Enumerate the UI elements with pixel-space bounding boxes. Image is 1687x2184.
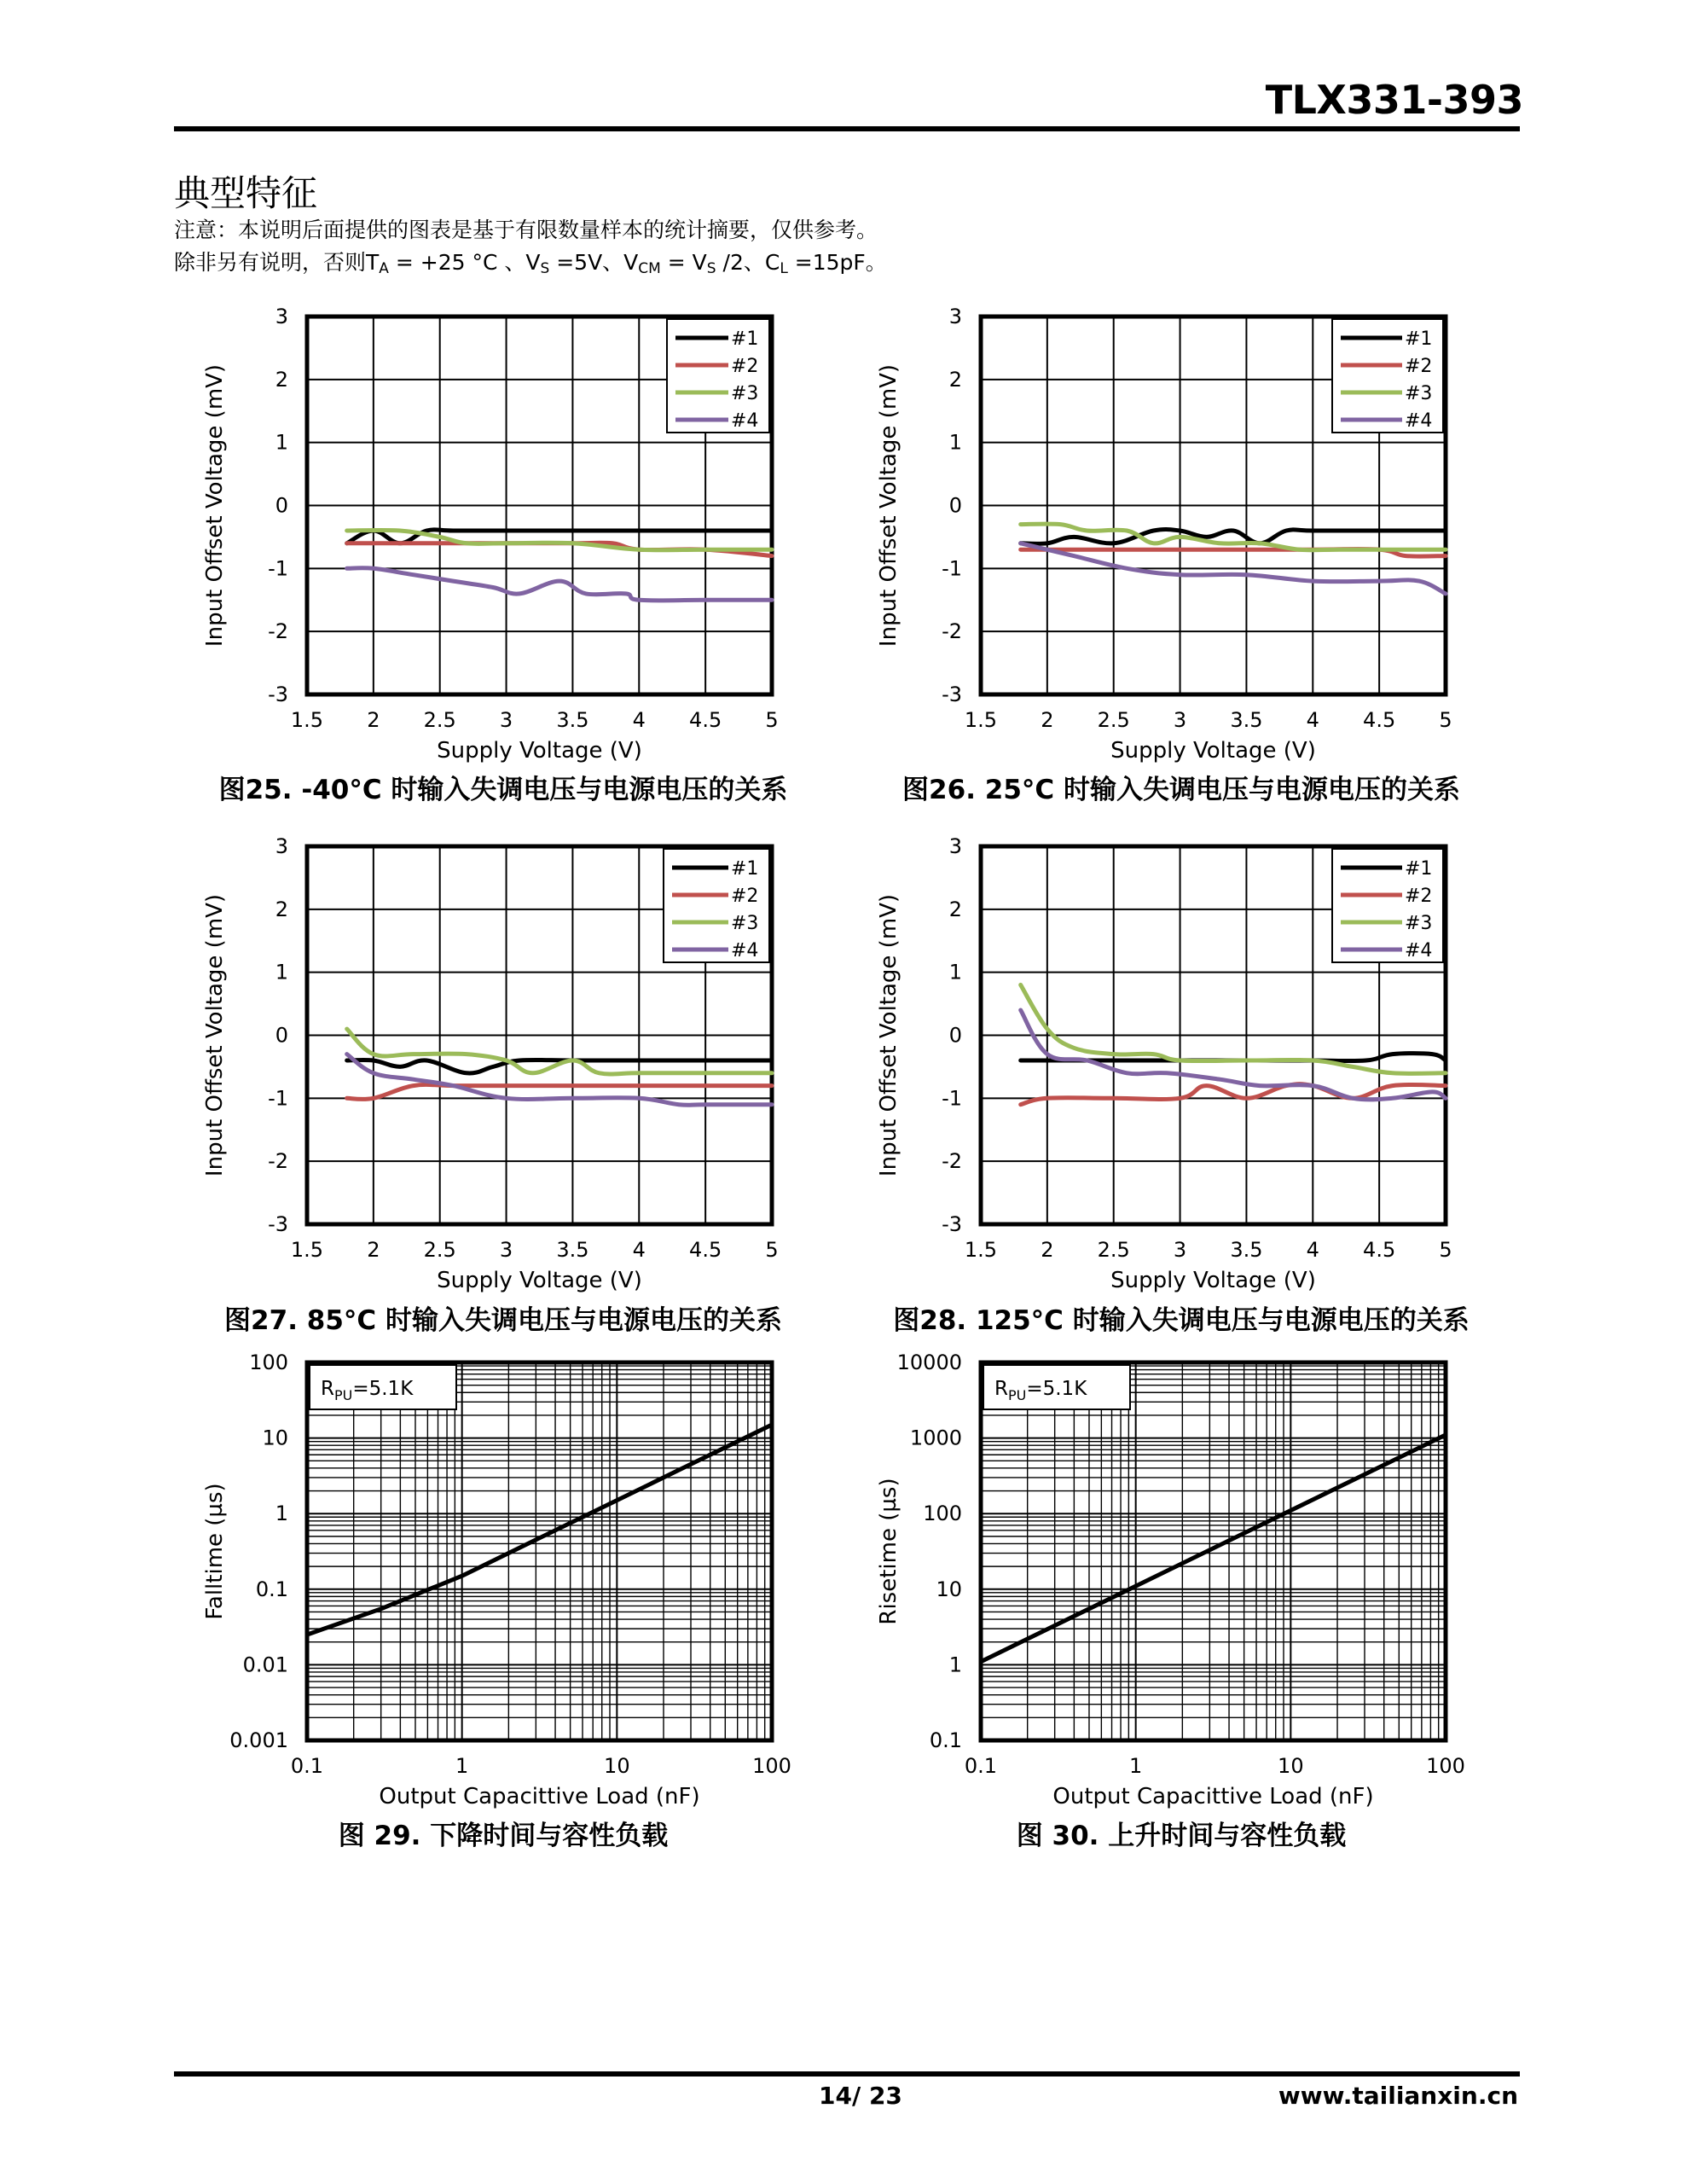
x-tick-label: 0.1: [964, 1754, 998, 1778]
x-tick-label: 5: [765, 1238, 779, 1262]
legend-label-1: #1: [731, 328, 759, 350]
x-tick-label: 2: [367, 708, 380, 732]
x-tick-label: 3: [1173, 708, 1187, 732]
x-tick-label: 4: [1306, 1238, 1319, 1262]
y-tick-label: 0.1: [255, 1577, 288, 1601]
x-tick-label: 4: [632, 708, 646, 732]
note2-vs-sub: S: [540, 260, 550, 277]
legend-label-3: #3: [1405, 913, 1433, 934]
y-tick-label: -2: [268, 619, 288, 644]
caption-fig29: 图 29. 下降时间与容性负载: [338, 1821, 669, 1851]
x-axis-label: Supply Voltage (V): [437, 738, 642, 764]
legend-label-2: #2: [1405, 356, 1433, 377]
y-tick-label: -1: [268, 556, 288, 581]
x-tick-label: 0.1: [290, 1754, 324, 1778]
x-tick-label: 3: [499, 708, 513, 732]
x-tick-label: 1: [455, 1754, 469, 1778]
x-tick-label: 1.5: [290, 708, 324, 732]
note2-vs2-sub: S: [706, 260, 716, 277]
legend-label-1: #1: [1405, 858, 1433, 880]
chart-vos-minus40c: [188, 299, 789, 771]
annotation: [310, 1365, 456, 1409]
y-tick-label: 1000: [909, 1426, 962, 1450]
y-tick-label: 3: [948, 305, 962, 328]
y-tick-label: 10: [936, 1577, 962, 1601]
caption-fig25: 图25. -40°C 时输入失调电压与电源电压的关系: [218, 775, 788, 805]
plot-frame: [307, 1362, 772, 1740]
x-axis-label: Output Capacittive Load (nF): [1052, 1784, 1374, 1809]
header-rule: [174, 126, 1520, 131]
note2-vs-rest: =5V、V: [549, 250, 639, 275]
x-tick-label: 4.5: [689, 1238, 722, 1262]
y-tick-label: 10: [262, 1426, 288, 1450]
footer-rule: [174, 2071, 1520, 2077]
annotation-text: $R_{PU}=5.1K$: [994, 1378, 1087, 1403]
y-tick-label: -1: [942, 1086, 962, 1111]
y-tick-label: 2: [948, 367, 962, 392]
legend-label-3: #3: [1405, 383, 1433, 404]
x-axis-label: Supply Voltage (V): [1110, 738, 1316, 764]
x-tick-label: 10: [1278, 1754, 1304, 1778]
chart-falltime: [188, 1345, 789, 1817]
legend-label-4: #4: [1405, 410, 1433, 432]
y-tick-label: 100: [923, 1502, 962, 1526]
y-tick-label: 1: [948, 430, 962, 455]
x-tick-label: 4.5: [1363, 1238, 1396, 1262]
y-tick-label: 3: [275, 834, 288, 858]
x-tick-label: 4.5: [689, 708, 722, 732]
legend-label-4: #4: [731, 410, 759, 432]
y-tick-label: 10000: [896, 1350, 962, 1374]
y-tick-label: 3: [948, 834, 962, 858]
note2-vs2-rest: /2、C: [716, 250, 780, 275]
x-tick-label: 3: [1173, 1238, 1187, 1262]
section-title: 典型特征: [174, 172, 318, 214]
note2-vcm-sub: CM: [638, 260, 661, 277]
chart-svg: [861, 299, 1463, 771]
series-line-2: [1021, 1084, 1446, 1105]
y-axis-label: Input Offset Voltage (mV): [202, 363, 228, 648]
y-axis-label: Input Offset Voltage (mV): [876, 893, 901, 1177]
note2-ta-sub: A: [379, 260, 389, 277]
y-tick-label: -3: [942, 1212, 962, 1236]
caption-fig27: 图27. 85°C 时输入失调电压与电源电压的关系: [224, 1305, 782, 1336]
legend: [1332, 849, 1443, 962]
grid: [981, 1362, 1446, 1740]
x-tick-label: 1.5: [964, 708, 998, 732]
x-tick-label: 2: [367, 1238, 380, 1262]
legend-label-1: #1: [1405, 328, 1433, 350]
y-tick-label: 2: [948, 897, 962, 921]
note2-cl-sub: L: [780, 260, 788, 277]
x-tick-label: 5: [765, 708, 779, 732]
y-tick-label: 1: [275, 430, 288, 455]
chart-svg: [861, 829, 1463, 1301]
y-axis-label: Input Offset Voltage (mV): [202, 893, 228, 1177]
y-tick-label: -3: [942, 682, 962, 706]
y-axis-label: Risetime (µs): [876, 1478, 901, 1625]
y-tick-label: 0.01: [242, 1653, 288, 1677]
chart-svg: [188, 1345, 789, 1817]
chart-vos-25c: [861, 299, 1463, 771]
y-tick-label: -3: [268, 1212, 288, 1236]
y-tick-label: 1: [948, 960, 962, 985]
x-tick-label: 1.5: [290, 1238, 324, 1262]
x-tick-label: 2.5: [1097, 708, 1130, 732]
footer-website: www.tailianxin.cn: [1278, 2082, 1518, 2110]
legend-label-2: #2: [731, 356, 759, 377]
note-line-2: [174, 246, 887, 277]
y-tick-label: 1: [275, 1502, 288, 1526]
y-tick-label: 0: [948, 1023, 962, 1048]
annotation: [983, 1365, 1130, 1409]
y-tick-label: 0.1: [929, 1728, 962, 1752]
y-tick-label: -2: [942, 619, 962, 644]
legend-label-2: #2: [1405, 886, 1433, 907]
legend-label-2: #2: [731, 886, 759, 907]
x-axis-label: Supply Voltage (V): [1110, 1268, 1316, 1293]
x-tick-label: 1: [1129, 1754, 1143, 1778]
x-tick-label: 3.5: [1230, 708, 1263, 732]
legend-label-3: #3: [731, 383, 759, 404]
x-tick-label: 3.5: [556, 1238, 589, 1262]
y-tick-label: 3: [275, 305, 288, 328]
legend-label-4: #4: [1405, 940, 1433, 961]
x-tick-label: 3.5: [556, 708, 589, 732]
note2-ta-rest: = +25 °C 、V: [388, 250, 541, 275]
legend-label-3: #3: [731, 913, 759, 934]
grid: [307, 1362, 772, 1740]
chart-risetime: [861, 1345, 1463, 1817]
series-line-1: [981, 1435, 1446, 1662]
plot-frame: [981, 1362, 1446, 1740]
y-tick-label: 0: [275, 1023, 288, 1048]
x-tick-label: 2.5: [423, 1238, 456, 1262]
x-tick-label: 100: [752, 1754, 791, 1778]
y-tick-label: 0.001: [229, 1728, 288, 1752]
legend: [664, 849, 769, 962]
note2-cl-rest: =15pF。: [787, 250, 887, 275]
legend-label-4: #4: [731, 940, 759, 961]
x-tick-label: 3.5: [1230, 1238, 1263, 1262]
y-tick-label: 0: [948, 493, 962, 518]
y-tick-label: -1: [942, 556, 962, 581]
document-title: TLX331-393: [1265, 77, 1523, 123]
x-tick-label: 2: [1041, 1238, 1054, 1262]
chart-vos-125c: [861, 829, 1463, 1301]
legend: [667, 319, 769, 433]
x-tick-label: 10: [604, 1754, 630, 1778]
x-tick-label: 4: [1306, 708, 1319, 732]
y-axis-label: Falltime (µs): [202, 1483, 228, 1620]
caption-fig28: 图28. 125°C 时输入失调电压与电源电压的关系: [893, 1305, 1470, 1336]
x-tick-label: 1.5: [964, 1238, 998, 1262]
chart-svg: [188, 829, 789, 1301]
y-tick-label: -1: [268, 1086, 288, 1111]
y-tick-label: -2: [268, 1149, 288, 1174]
note2-vcm-rest: = V: [660, 250, 707, 275]
annotation-text: $R_{PU}=5.1K$: [321, 1378, 414, 1403]
y-tick-label: -2: [942, 1149, 962, 1174]
x-axis-label: Output Capacittive Load (nF): [379, 1784, 700, 1809]
x-tick-label: 4: [632, 1238, 646, 1262]
series-line-4: [347, 568, 772, 601]
y-tick-label: 1: [948, 1653, 962, 1677]
x-tick-label: 100: [1426, 1754, 1465, 1778]
y-axis-label: Input Offset Voltage (mV): [876, 363, 901, 648]
y-tick-label: 100: [249, 1350, 288, 1374]
x-tick-label: 5: [1439, 1238, 1452, 1262]
series-line-1: [307, 1425, 772, 1635]
y-tick-label: 0: [275, 493, 288, 518]
x-tick-label: 5: [1439, 708, 1452, 732]
caption-fig26: 图26. 25°C 时输入失调电压与电源电压的关系: [902, 775, 1460, 805]
x-tick-label: 2.5: [423, 708, 456, 732]
x-tick-label: 2: [1041, 708, 1054, 732]
x-axis-label: Supply Voltage (V): [437, 1268, 642, 1293]
legend: [1332, 319, 1443, 433]
note2-prefix: 除非另有说明，否则T: [174, 250, 380, 275]
chart-svg: [188, 299, 789, 771]
chart-vos-85c: [188, 829, 789, 1301]
note-line-1: 注意：本说明后面提供的图表是基于有限数量样本的统计摘要，仅供参考。: [174, 218, 878, 242]
x-tick-label: 2.5: [1097, 1238, 1130, 1262]
y-tick-label: 2: [275, 897, 288, 921]
chart-svg: [861, 1345, 1463, 1817]
x-tick-label: 4.5: [1363, 708, 1396, 732]
caption-fig30: 图 30. 上升时间与容性负载: [1016, 1821, 1347, 1851]
page-number: 14/ 23: [819, 2082, 902, 2110]
y-tick-label: -3: [268, 682, 288, 706]
x-tick-label: 3: [499, 1238, 513, 1262]
y-tick-label: 1: [275, 960, 288, 985]
y-tick-label: 2: [275, 367, 288, 392]
legend-label-1: #1: [731, 858, 759, 880]
